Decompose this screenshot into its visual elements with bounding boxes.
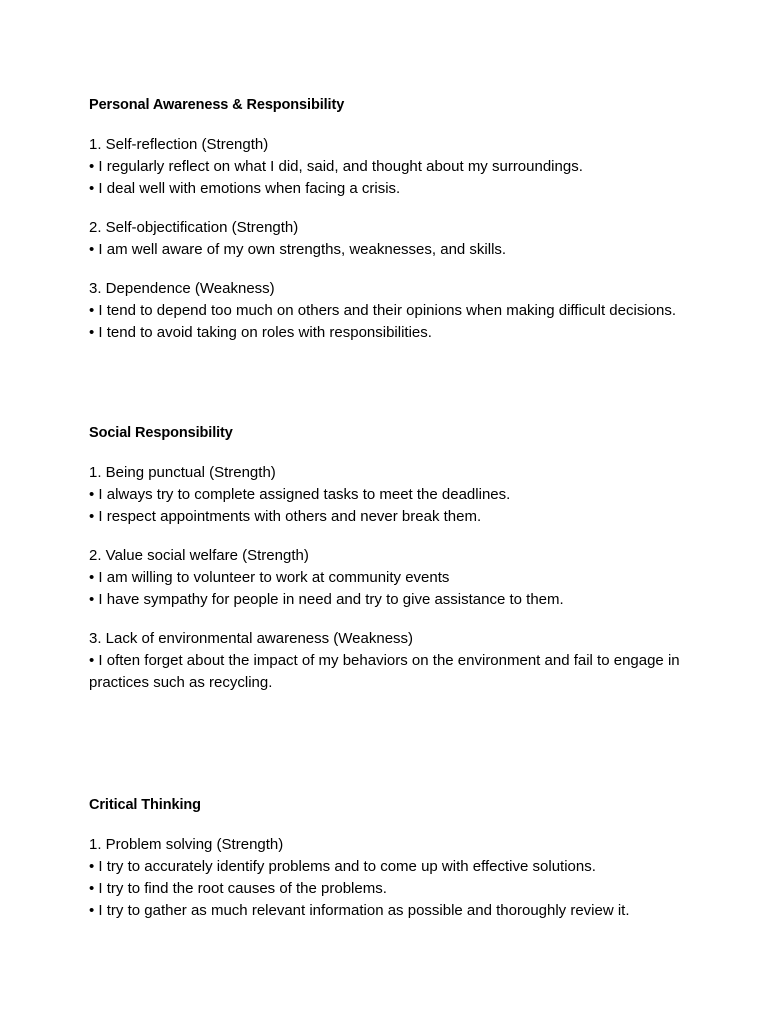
list-item <box>89 545 689 611</box>
item-title: 2. Value social welfare (Strength) <box>89 547 309 564</box>
bullet-point: • I have sympathy for people in need and try to give assistance to them. <box>89 591 564 608</box>
bullet-point: • I often forget about the impact of my behaviors on the environment and fail to engage in practices such as recycling. <box>89 652 680 691</box>
bullet-point: • I try to accurately identify problems and to come up with effective solutions. <box>89 858 596 875</box>
item-title: 3. Lack of environmental awareness (Weakness) <box>89 630 414 647</box>
bullet-point: • I regularly reflect on what I did, said, and thought about my surroundings. <box>89 158 583 175</box>
list-item <box>89 134 689 200</box>
item-title: 2. Self-objectification (Strength) <box>89 219 299 236</box>
section-social-responsibility <box>89 422 689 694</box>
list-item <box>89 217 689 261</box>
bullet-point: • I tend to avoid taking on roles with responsibilities. <box>89 324 432 341</box>
bullet-point: • I am willing to volunteer to work at community events <box>89 569 450 586</box>
bullet-point: • I tend to depend too much on others and their opinions when making difficult decisions. <box>89 302 677 319</box>
section-heading: Critical Thinking <box>89 797 201 813</box>
section-personal-awareness <box>89 94 689 344</box>
bullet-point: • I am well aware of my own strengths, weaknesses, and skills. <box>89 241 507 258</box>
list-item <box>89 628 689 694</box>
list-item <box>89 278 689 344</box>
item-title: 3. Dependence (Weakness) <box>89 280 275 297</box>
list-item <box>89 834 689 922</box>
bullet-point: • I always try to complete assigned tasks to meet the deadlines. <box>89 486 511 503</box>
bullet-point: • I try to gather as much relevant information as possible and thoroughly review it. <box>89 902 630 919</box>
section-heading: Social Responsibility <box>89 425 233 441</box>
item-title: 1. Self-reflection (Strength) <box>89 136 269 153</box>
item-title: 1. Problem solving (Strength) <box>89 836 284 853</box>
list-item <box>89 462 689 528</box>
item-title: 1. Being punctual (Strength) <box>89 464 276 481</box>
bullet-point: • I respect appointments with others and never break them. <box>89 508 482 525</box>
section-critical-thinking <box>89 794 689 922</box>
bullet-point: • I try to find the root causes of the problems. <box>89 880 387 897</box>
bullet-point: • I deal well with emotions when facing a crisis. <box>89 180 401 197</box>
section-heading: Personal Awareness & Responsibility <box>89 97 345 113</box>
